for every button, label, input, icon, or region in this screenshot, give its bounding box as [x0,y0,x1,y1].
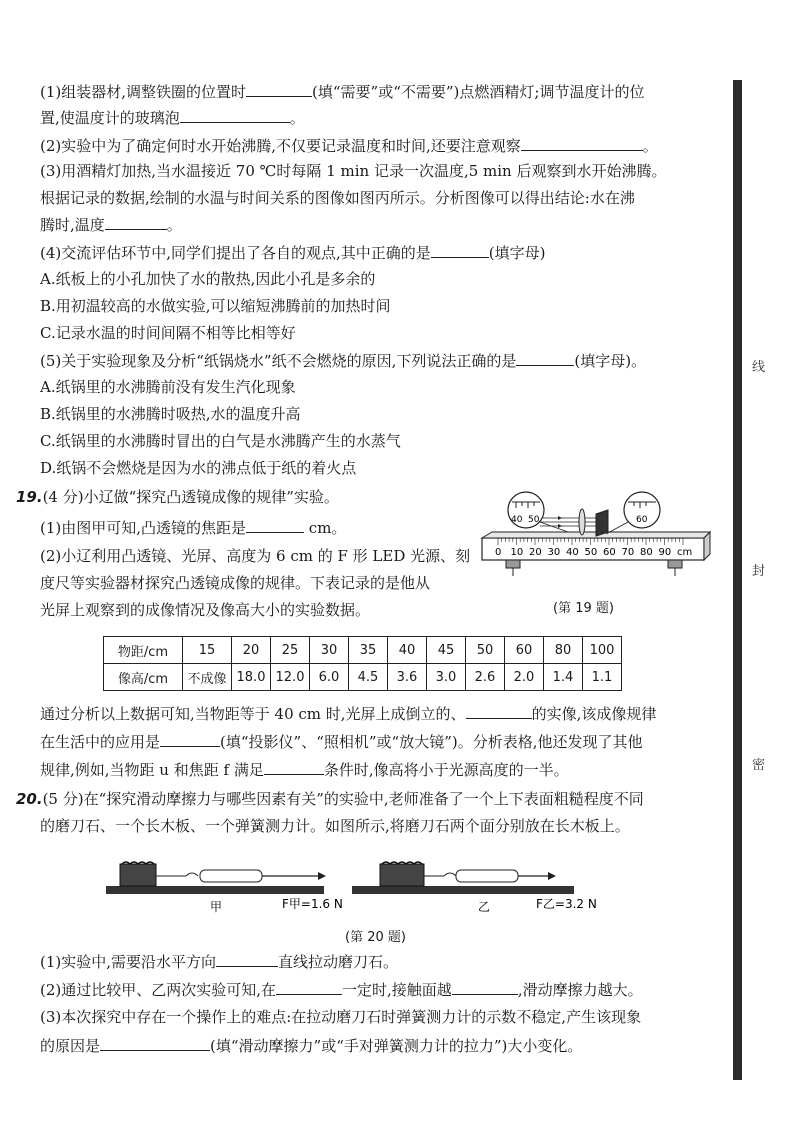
text: A.纸板上的小孔加快了水的散热,因此小孔是多余的 [40,270,376,288]
q18-part3-line3 [40,213,725,236]
binding-line [733,80,742,1080]
answer-blank[interactable] [100,1034,210,1051]
table-row [104,664,622,691]
q18-5-option-b [40,403,725,425]
text: B.纸锅里的水沸腾时吸热,水的温度升高 [40,405,301,423]
q18-part1-line1 [40,80,725,103]
answer-blank[interactable] [160,730,220,747]
text: 。 [642,137,658,155]
ruler-label: 20 [529,547,542,558]
text: C.纸锅里的水沸腾时冒出的白气是水沸腾产生的水蒸气 [40,432,401,450]
long-board [106,886,324,894]
text: 根据记录的数据,绘制的水温与时间关系的图像如图丙所示。分析图像可以得出结论:水在沸 [40,189,635,207]
answer-blank[interactable] [276,978,342,995]
q19-part3-line1 [40,702,725,725]
text: (5)关于实验现象及分析“纸锅烧水”纸不会燃烧的原因,下列说法正确的是 [40,352,517,370]
table-cell: 80 [544,637,583,664]
spring-scale [456,870,518,882]
ruler-label: cm [677,547,693,558]
text: 光屏上观察到的成像情况及像高大小的实验数据。 [40,601,371,619]
answer-blank[interactable] [216,950,278,967]
question-number: 20. [16,790,43,808]
q19-part3-line3 [40,758,725,781]
bench-foot-left [506,560,520,568]
table-cell: 20 [232,637,271,664]
answer-blank[interactable] [452,978,518,995]
pointer-line [540,522,568,532]
text: cm。 [304,519,347,537]
text: 度尺等实验器材探究凸透镜成像的规律。下表记录的是他从 [40,574,431,592]
q18-5-option-c [40,430,725,452]
text: (2)实验中为了确定何时水开始沸腾,不仅要记录温度和时间,还要注意观察 [40,137,521,155]
text: (4)交流评估环节中,同学们提出了各自的观点,其中正确的是 [40,244,431,262]
ruler-label: 40 [566,547,579,558]
q18-part3-line1 [40,160,725,182]
q20-part3-line2 [40,1034,725,1057]
text: 条件时,像高将小于光源高度的一半。 [323,761,569,779]
ruler-label: 60 [603,547,616,558]
q20-part2 [40,978,725,1001]
text: (填字母)。 [574,352,647,370]
table-cell: 15 [183,637,232,664]
optical-bench-figure [478,488,718,600]
table-cell: 3.6 [388,664,427,691]
q19-caption: (第 19 题) [553,601,614,616]
table-cell: 不成像 [183,664,232,691]
text: (1)组装器材,调整铁圈的位置时 [40,83,247,101]
text: (4 分)小辽做“探究凸透镜成像的规律”实验。 [42,488,339,506]
text: 置,使温度计的玻璃泡 [40,109,180,127]
friction-figure-yi [352,856,602,916]
magnifier-label: 40 [511,515,523,525]
q18-5-option-d [40,457,725,479]
text: 。 [289,109,305,127]
q20-heading-line2 [40,815,725,837]
ruler-label: 90 [658,547,672,558]
q18-part5 [40,349,725,372]
text: 的实像,该成像规律 [531,705,657,723]
q20-part3-line1 [40,1006,725,1028]
text: (2)通过比较甲、乙两次实验可知,在 [40,981,277,999]
long-board [352,886,574,894]
q18-part2 [40,134,725,157]
text: 一定时,接触面越 [342,981,452,999]
q18-option-b [40,295,725,317]
arrow-icon [548,872,556,880]
text: C.记录水温的时间间隔不相等比相等好 [40,324,296,342]
text: (填“投影仪”、“照相机”或“放大镜”)。分析表格,他还发现了其他 [220,733,643,751]
ruler-label: 80 [640,547,653,558]
text: 的原因是 [40,1037,101,1055]
answer-blank[interactable] [264,758,324,775]
text: (2)小辽利用凸透镜、光屏、高度为 6 cm 的 F 形 LED 光源、刻 [40,547,471,565]
figure-label-yi: 乙 [478,900,491,914]
table-cell: 18.0 [232,664,271,691]
text: A.纸锅里的水沸腾前没有发生汽化现象 [40,378,296,396]
text: (1)由图甲可知,凸透镜的焦距是 [40,519,247,537]
ruler-label: 30 [547,547,561,558]
bench-foot-right [668,560,682,568]
q20-caption: (第 20 题) [345,930,406,945]
answer-blank[interactable] [246,80,312,97]
table-cell: 40 [388,637,427,664]
table-cell: 3.0 [427,664,466,691]
binding-char-mi: 密 [752,758,766,773]
table-row [104,637,622,664]
convex-lens [579,509,585,535]
force-label-jia: F甲=1.6 N [282,897,343,911]
text: (填“需要”或“不需要”)点燃酒精灯;调节温度计的位 [312,83,645,101]
q18-option-a [40,268,725,290]
text: 通过分析以上数据可知,当物距等于 40 cm 时,光屏上成倒立的、 [40,705,466,723]
table-cell: 1.1 [583,664,622,691]
q19-part2-line3 [40,599,725,621]
ruler-label: 50 [584,547,598,558]
text: 规律,例如,当物距 u 和焦距 f 满足 [40,761,264,779]
answer-blank[interactable] [466,702,532,719]
table-cell: 100 [583,637,622,664]
table-cell: 2.6 [466,664,505,691]
text: 。 [166,216,182,234]
answer-blank[interactable] [246,516,304,533]
text: (5 分)在“探究滑动摩擦力与哪些因素有关”的实验中,老师准备了一个上下表面粗糙程度不同 [42,790,644,808]
table-cell: 2.0 [505,664,544,691]
text: 在生活中的应用是 [40,733,161,751]
table-cell: 25 [271,637,310,664]
table-cell: 60 [505,637,544,664]
whetstone [380,864,424,886]
table-cell: 6.0 [310,664,349,691]
scale-hook [186,873,198,876]
text: 直线拉动磨刀石。 [278,953,399,971]
scale-hook [444,873,456,876]
q18-5-option-a [40,376,725,398]
text: (填“滑动摩擦力”或“手对弹簧测力计的拉力”)大小变化。 [210,1037,583,1055]
text: 腾时,温度 [40,216,105,234]
question-number: 19. [16,488,43,506]
figure-label-jia: 甲 [210,900,223,914]
magnifier-label: 50 [528,515,540,525]
table-cell: 35 [349,637,388,664]
q18-part3-line2 [40,187,725,209]
answer-blank[interactable] [521,134,643,151]
text: (3)本次探究中存在一个操作上的难点:在拉动磨刀石时弹簧测力计的示数不稳定,产生该现象 [40,1008,642,1026]
table-cell: 4.5 [349,664,388,691]
q20-part1 [40,950,725,973]
answer-blank[interactable] [180,106,290,123]
text: (3)用酒精灯加热,当水温接近 70 ℃时每隔 1 min 记录一次温度,5 min 后观察到水开始沸腾。 [40,162,667,180]
ruler-label: 10 [510,547,524,558]
q18-option-c [40,322,725,344]
spring-scale [200,870,262,882]
table-cell: 45 [427,637,466,664]
binding-char-feng: 封 [752,564,766,579]
text: B.用初温较高的水做实验,可以缩短沸腾前的加热时间 [40,297,391,315]
q18-part1-line2 [40,106,725,129]
answer-blank[interactable] [431,241,489,258]
force-label-yi: F乙=3.2 N [536,897,597,911]
table-cell: 30 [310,637,349,664]
q18-part4 [40,241,725,264]
ruler-label: 70 [621,547,635,558]
row-header: 物距/cm [104,637,183,664]
table-cell: 50 [466,637,505,664]
light-screen [596,510,608,536]
text: (1)实验中,需要沿水平方向 [40,953,217,971]
magnifier-label: 60 [636,515,648,525]
text: D.纸锅不会燃烧是因为水的沸点低于纸的着火点 [40,459,357,477]
arrow-icon [318,872,326,880]
ruler-label: 0 [495,547,502,558]
text: ,滑动摩擦力越大。 [517,981,643,999]
friction-figure-jia [106,856,346,916]
binding-char-xian: 线 [752,360,766,375]
table-cell: 12.0 [271,664,310,691]
whetstone [120,864,156,886]
answer-blank[interactable] [516,349,574,366]
q19-data-table [103,636,622,691]
ray-arrow [558,524,562,528]
row-header: 像高/cm [104,664,183,691]
text: (填字母) [488,244,546,262]
table-cell: 1.4 [544,664,583,691]
text: 的磨刀石、一个长木板、一个弹簧测力计。如图所示,将磨刀石两个面分别放在长木板上。 [40,817,630,835]
q20-heading [16,788,701,810]
q19-part3-line2 [40,730,725,753]
ray-arrow [558,516,562,520]
answer-blank[interactable] [105,213,167,230]
